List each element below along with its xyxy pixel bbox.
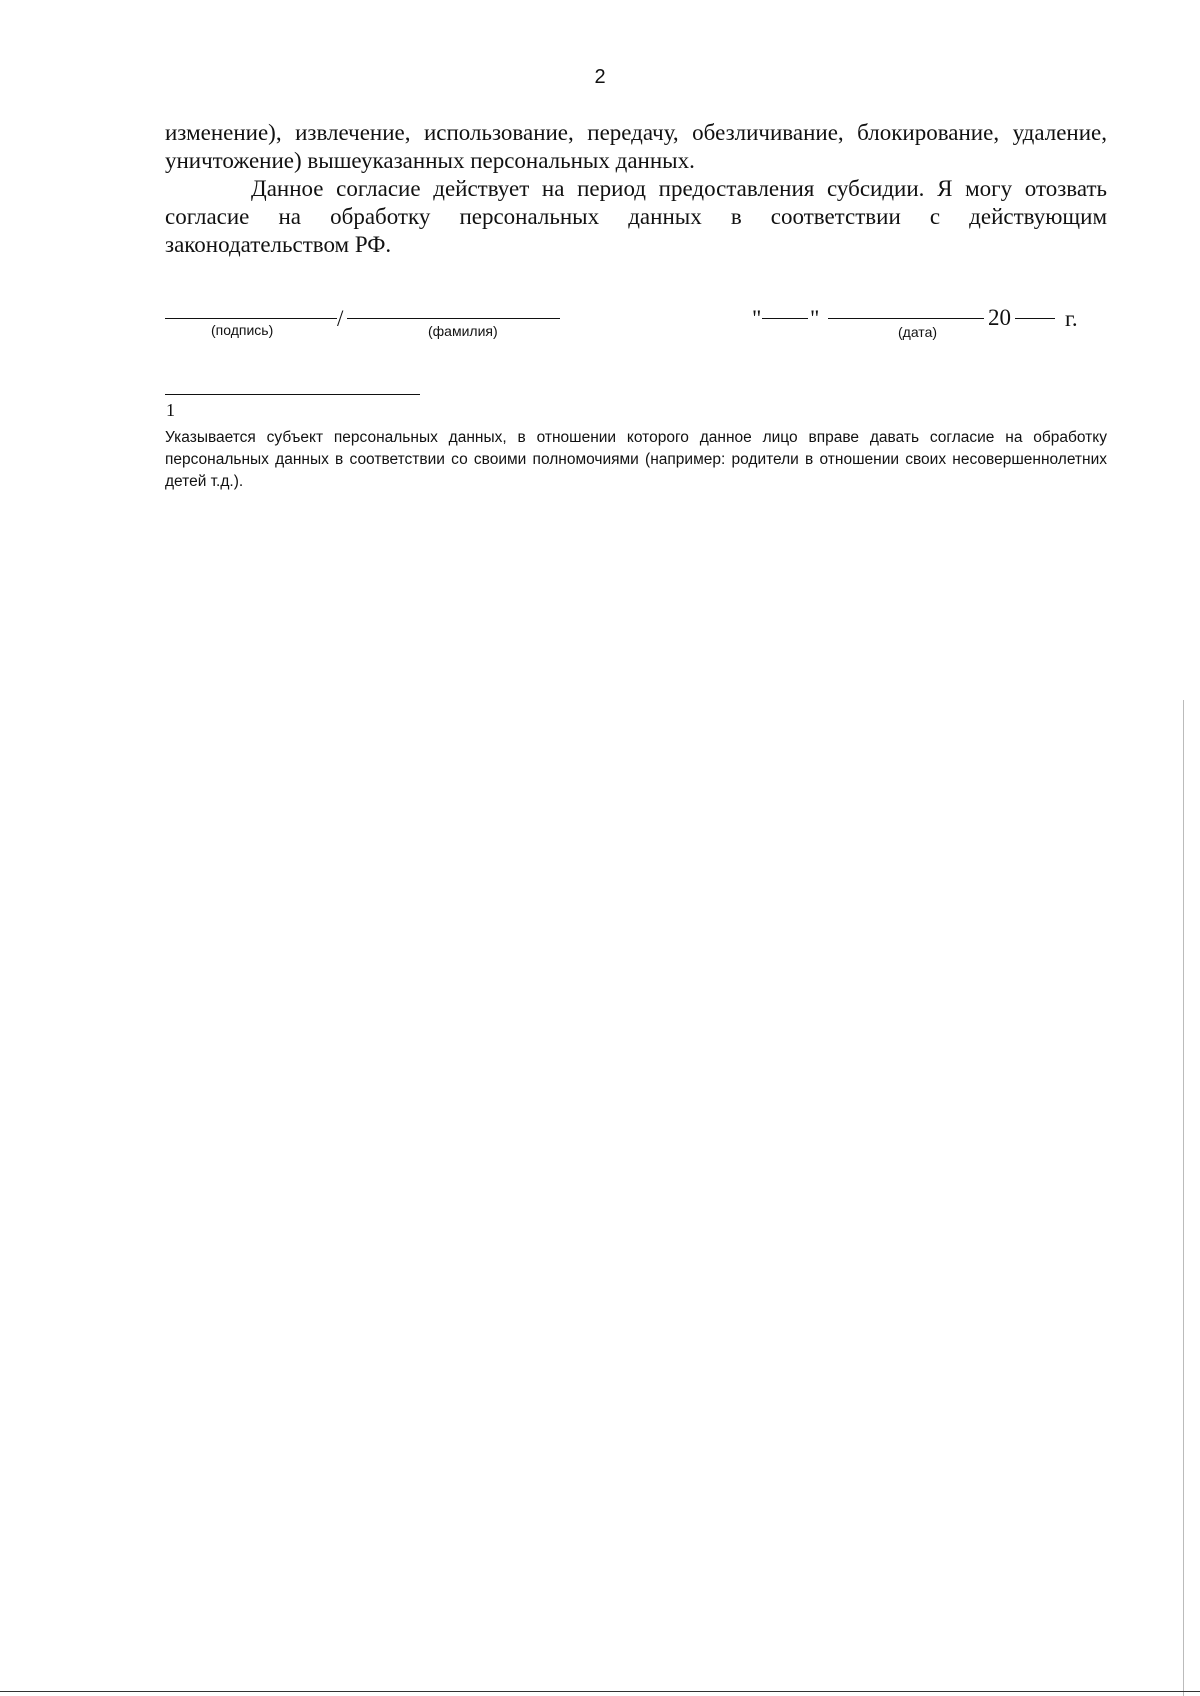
signature-line <box>165 318 337 319</box>
footnote-text: Указывается субъект персональных данных, в отношении которого данное лицо вправе давать согласие на обработку персональных данных в соответствии со своими полномочиями (например: родители в отношении своих несовершеннолетних детей т.д.). <box>165 429 1107 490</box>
date-open-quote: " <box>752 306 762 331</box>
scan-edge-line <box>1183 700 1184 1696</box>
date-close-quote: " <box>810 306 820 331</box>
day-line <box>762 318 808 319</box>
surname-caption: (фамилия) <box>428 323 498 339</box>
date-caption: (дата) <box>898 324 938 340</box>
signature-caption: (подпись) <box>211 322 274 338</box>
page-number: 2 <box>594 66 606 88</box>
surname-line <box>347 318 560 319</box>
scan-bottom-line <box>0 1691 1200 1692</box>
signature-slash: / <box>337 306 344 331</box>
paragraph-consent-period <box>165 175 1107 259</box>
year-line <box>1015 318 1055 319</box>
year-prefix: 20 <box>988 305 1011 330</box>
month-line <box>828 318 984 319</box>
paragraph-text: изменение), извлечение, использование, передачу, обезличивание, блокирование, удаление, уничтожение) вышеуказанных персональных данных. <box>165 120 1107 173</box>
paragraph-continuation <box>165 119 1107 175</box>
paragraph-text: Данное согласие действует на период предоставления субсидии. Я могу отозвать согласие на обработку персональных данных в соответствии с действующим законодательством РФ. <box>165 176 1107 257</box>
year-suffix: г. <box>1065 306 1078 331</box>
footnote-marker: 1 <box>166 400 175 420</box>
footnote-separator <box>165 394 420 395</box>
